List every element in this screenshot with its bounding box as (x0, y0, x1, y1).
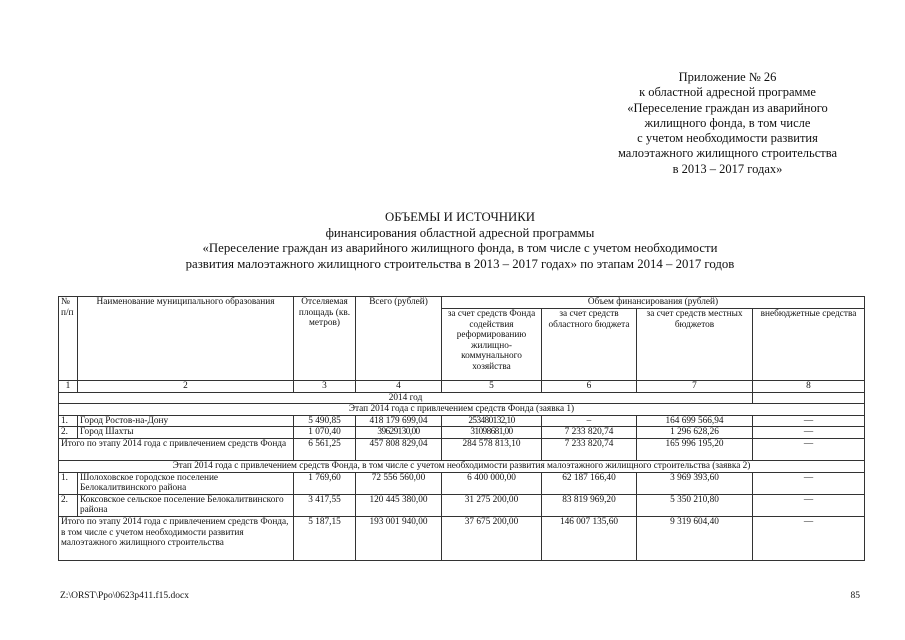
row-name: Шолоховское городское поселение Белокалитвинского района (78, 472, 294, 494)
row-local: 3 969 393,60 (637, 472, 753, 494)
row-regional: 62 187 166,40 (542, 472, 637, 494)
appendix-line: Приложение № 26 (678, 70, 777, 84)
table-row (59, 438, 865, 460)
row-total: 39629130,00 (356, 427, 442, 439)
header-volume: Объем финансирования (рублей) (442, 297, 865, 309)
total-regional: 146 007 135,60 (542, 516, 637, 560)
header-local: за счет средств местных бюджетов (637, 309, 753, 381)
heading-line: «Переселение граждан из аварийного жилищного фонда, в том числе с учетом необходимости (202, 241, 718, 256)
row-extra: — (753, 494, 865, 516)
col-number: 2 (78, 381, 294, 393)
table-row (59, 516, 865, 560)
header-num: № п/п (59, 297, 78, 381)
col-number: 4 (356, 381, 442, 393)
header-fund: за счет средств Фонда содействия реформированию жилищно-коммунального хозяйства (442, 309, 542, 381)
row-regional: 7 233 820,74 (542, 427, 637, 439)
stage2-label: Этап 2014 года с привлечением средств Фонда, в том числе с учетом необходимости развития малоэтажного жилищного строительства (заявка 2) (59, 460, 865, 472)
header-extra: внебюджетные средства (753, 309, 865, 381)
col-number: 8 (753, 381, 865, 393)
table-row (59, 427, 865, 439)
appendix-note (585, 70, 870, 177)
appendix-line: «Переселение граждан из аварийного (627, 100, 828, 115)
appendix-line: жилищного фонда, в том числе (644, 115, 811, 130)
total-extra: — (753, 438, 865, 460)
row-name: Город Шахты (78, 427, 294, 439)
total-name: Итого по этапу 2014 года с привлечением средств Фонда, в том числе с учетом необходимости развития малоэтажного жилищного строительства (59, 516, 294, 560)
row-extra: — (753, 415, 865, 427)
row-fund: 6 400 000,00 (442, 472, 542, 494)
heading-title: ОБЪЕМЫ И ИСТОЧНИКИ (384, 210, 536, 224)
total-fund: 284 578 813,10 (442, 438, 542, 460)
total-local: 165 996 195,20 (637, 438, 753, 460)
appendix-line: с учетом необходимости развития (637, 131, 818, 146)
total-area: 6 561,25 (294, 438, 356, 460)
col-number: 7 (637, 381, 753, 393)
table-row (59, 494, 865, 516)
appendix-line: малоэтажного жилищного строительства (617, 146, 838, 161)
col-number: 5 (442, 381, 542, 393)
row-local: 1 296 628,26 (637, 427, 753, 439)
row-local: 5 350 210,80 (637, 494, 753, 516)
row-num: 1. (59, 415, 78, 427)
heading-line: финансирования областной адресной программы (325, 225, 595, 240)
empty-cell (753, 392, 865, 404)
stage1-label: Этап 2014 года с привлечением средств Фонда (заявка 1) (59, 404, 865, 416)
table-row (59, 472, 865, 494)
header-total: Всего (рублей) (356, 297, 442, 381)
col-number: 6 (542, 381, 637, 393)
total-sum: 457 808 829,04 (356, 438, 442, 460)
year-label: 2014 год (59, 392, 753, 404)
financing-table (58, 296, 865, 561)
row-area: 3 417,55 (294, 494, 356, 516)
row-fund: 31 275 200,00 (442, 494, 542, 516)
header-regional: за счет средств областного бюджета (542, 309, 637, 381)
col-number: 1 (59, 381, 78, 393)
total-fund: 37 675 200,00 (442, 516, 542, 560)
table-row (59, 415, 865, 427)
row-total: 120 445 380,00 (356, 494, 442, 516)
row-area: 5 490,85 (294, 415, 356, 427)
header-name: Наименование муниципального образования (78, 297, 294, 381)
total-local: 9 319 604,40 (637, 516, 753, 560)
page-number: 85 (850, 591, 860, 601)
heading-line: развития малоэтажного жилищного строительства в 2013 – 2017 годах» по этапам 2014 – 2017 годов (185, 256, 735, 271)
row-total: 418 179 699,04 (356, 415, 442, 427)
row-extra: — (753, 427, 865, 439)
row-fund: 253480132,10 (442, 415, 542, 427)
header-area: Отселяемая площадь (кв. метров) (294, 297, 356, 381)
appendix-line: в 2013 – 2017 годах» (672, 161, 783, 176)
row-regional: 83 819 969,20 (542, 494, 637, 516)
file-path: Z:\ORST\Ppo\0623p411.f15.docx (60, 591, 189, 601)
col-number: 3 (294, 381, 356, 393)
row-name: Коксовское сельское поселение Белокалитвинского района (78, 494, 294, 516)
total-sum: 193 001 940,00 (356, 516, 442, 560)
total-extra: — (753, 516, 865, 560)
row-num: 2. (59, 427, 78, 439)
total-regional: 7 233 820,74 (542, 438, 637, 460)
document-heading (60, 210, 860, 272)
row-extra: — (753, 472, 865, 494)
row-area: 1 070,40 (294, 427, 356, 439)
total-area: 5 187,15 (294, 516, 356, 560)
row-total: 72 556 560,00 (356, 472, 442, 494)
row-num: 1. (59, 472, 78, 494)
row-area: 1 769,60 (294, 472, 356, 494)
row-local: 164 699 566,94 (637, 415, 753, 427)
row-fund: 31098681,00 (442, 427, 542, 439)
row-name: Город Ростов-на-Дону (78, 415, 294, 427)
appendix-line: к областной адресной программе (639, 85, 816, 100)
row-num: 2. (59, 494, 78, 516)
row-regional: – (542, 415, 637, 427)
total-name: Итого по этапу 2014 года с привлечением средств Фонда (59, 438, 294, 460)
